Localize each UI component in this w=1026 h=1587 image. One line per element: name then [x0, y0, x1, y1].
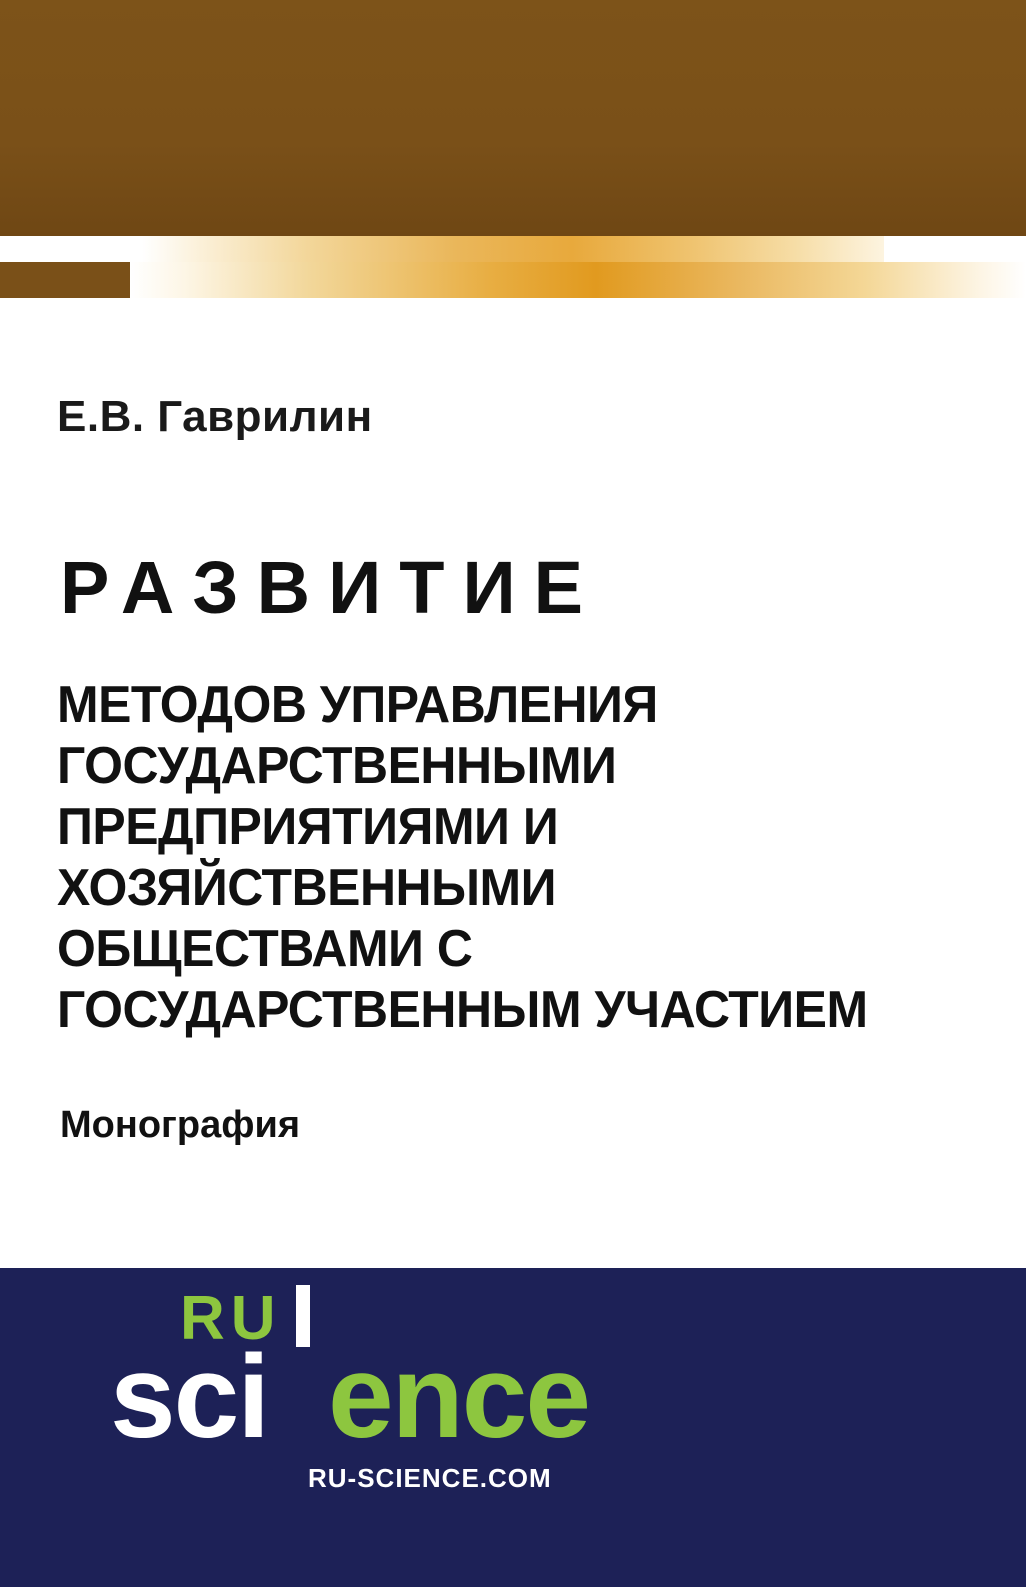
- gold-accent-bar-upper: [142, 236, 884, 262]
- gold-accent-bar-lower: [130, 262, 1026, 298]
- logo-ence-text: ence: [328, 1331, 589, 1463]
- logo-website-url: RU-SCIENCE.COM: [308, 1463, 552, 1493]
- title-subtitle: МЕТОДОВ УПРАВЛЕНИЯ ГОСУДАРСТВЕННЫМИ ПРЕДПРИЯТИЯМИ И ХОЗЯЙСТВЕННЫМИ ОБЩЕСТВАМИ С ГОСУДАРСТВЕННЫМ УЧАСТИЕМ: [57, 676, 868, 1039]
- title-main: РАЗВИТИЕ: [60, 546, 602, 629]
- logo-ru-text: RU: [180, 1284, 282, 1353]
- top-brown-band: [0, 0, 1026, 236]
- publication-kind: Монография: [60, 1104, 300, 1146]
- author-name: Е.В. Гаврилин: [57, 392, 373, 441]
- brown-left-underbar: [0, 262, 130, 298]
- logo-sci-text: sci: [110, 1331, 269, 1463]
- top-band-gradient: [0, 0, 1026, 236]
- publisher-logo: [100, 1283, 589, 1503]
- logo-white-bar-icon: [296, 1285, 310, 1347]
